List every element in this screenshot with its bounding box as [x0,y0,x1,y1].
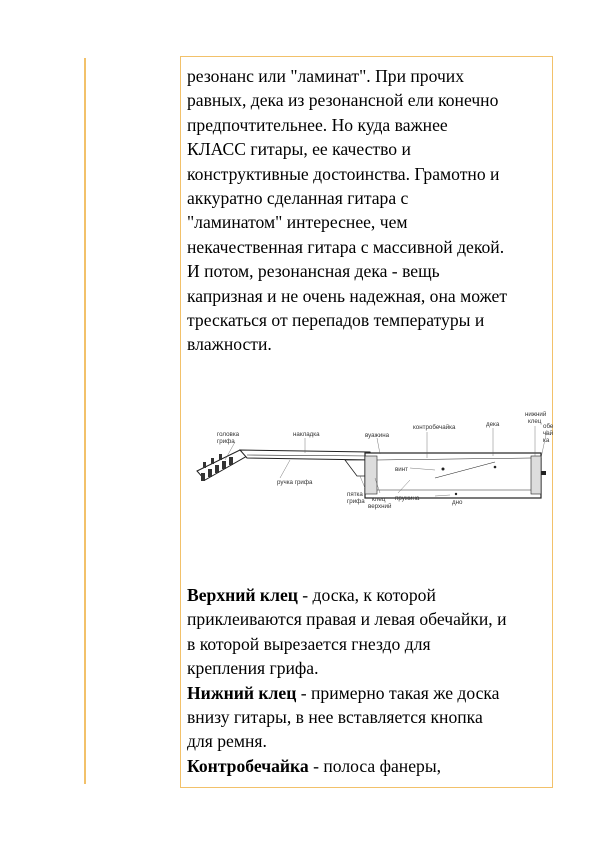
label-obechaika-3: ка [543,437,550,444]
label-dno: дно [452,499,463,506]
definition-line: для ремня. [187,731,267,752]
text-line: конструктивные достоинства. Грамотно и [187,163,500,184]
label-vint: винт [395,466,408,473]
term-kontrobechaika: Контробечайка [187,755,309,776]
term-verkhny-klets: Верхний клец [187,585,298,605]
definition-line [187,583,549,607]
label-golovka-1: головка [217,431,240,438]
text-line: капризная и не очень надежная, она может [187,285,508,306]
label-obechaika-2: чай [543,430,554,437]
label-deka: дека [486,421,500,428]
text-line: "ламинатом" интереснее, чем [187,212,408,233]
label-kontrobechaika: контробечайка [413,424,456,431]
body-paragraph-top [187,64,549,357]
text-line: влажности. [187,334,272,355]
text-line: аккуратно сделанная гитара с [187,188,409,209]
definitions-block [187,583,549,778]
definition-line [187,754,549,778]
label-pruzhina: пружина [395,495,420,502]
text-line: предпочтительнее. Но куда важнее [187,114,448,135]
definition-line: внизу гитары, в нее вставляется кнопка [187,707,483,728]
text-line: равных, дека из резонансной ели конечно [187,90,499,111]
text-line: И потом, резонансная дека - вещь [187,261,440,282]
definition-text: - полоса фанеры, [308,755,442,776]
label-vyazhina: вуажина [365,432,390,439]
label-nizhny-klets-1: нижний [525,411,547,418]
label-nakladka: накладка [293,431,320,438]
term-nizhny-klets: Нижний клец [187,682,297,703]
definition-text: - доска, к которой [297,585,436,605]
page-margin-rule [84,58,86,784]
label-pyatka-2: грифа [347,498,365,505]
neck-drawing [240,450,377,476]
definition-line: в которой вырезается гнездо для [187,633,431,654]
definition-text: - примерно такая же доска [296,682,500,703]
label-nizhny-klets-2: клец [528,418,542,425]
label-pyatka-1: пятка [347,491,363,498]
definition-line [187,681,549,705]
label-klets-2: верхний [368,503,392,510]
body-drawing [365,453,546,498]
text-line: трескаться от перепадов температуры и [187,310,485,331]
headstock-drawing [197,450,247,481]
label-ruchka: ручка грифа [277,479,313,486]
definition-line: крепления грифа. [187,658,319,679]
label-golovka-2: грифа [217,438,235,445]
definition-line: приклеиваются правая и левая обечайки, и [187,609,507,630]
text-line: резонанс или "ламинат". При прочих [187,66,465,86]
label-obechaika-1: обе [543,423,554,430]
text-line: некачественная гитара с массивной декой. [187,236,505,257]
guitar-cross-section-diagram [195,398,555,523]
text-line: КЛАСС гитары, ее качество и [187,139,411,160]
label-klets-1: клец [372,496,386,503]
